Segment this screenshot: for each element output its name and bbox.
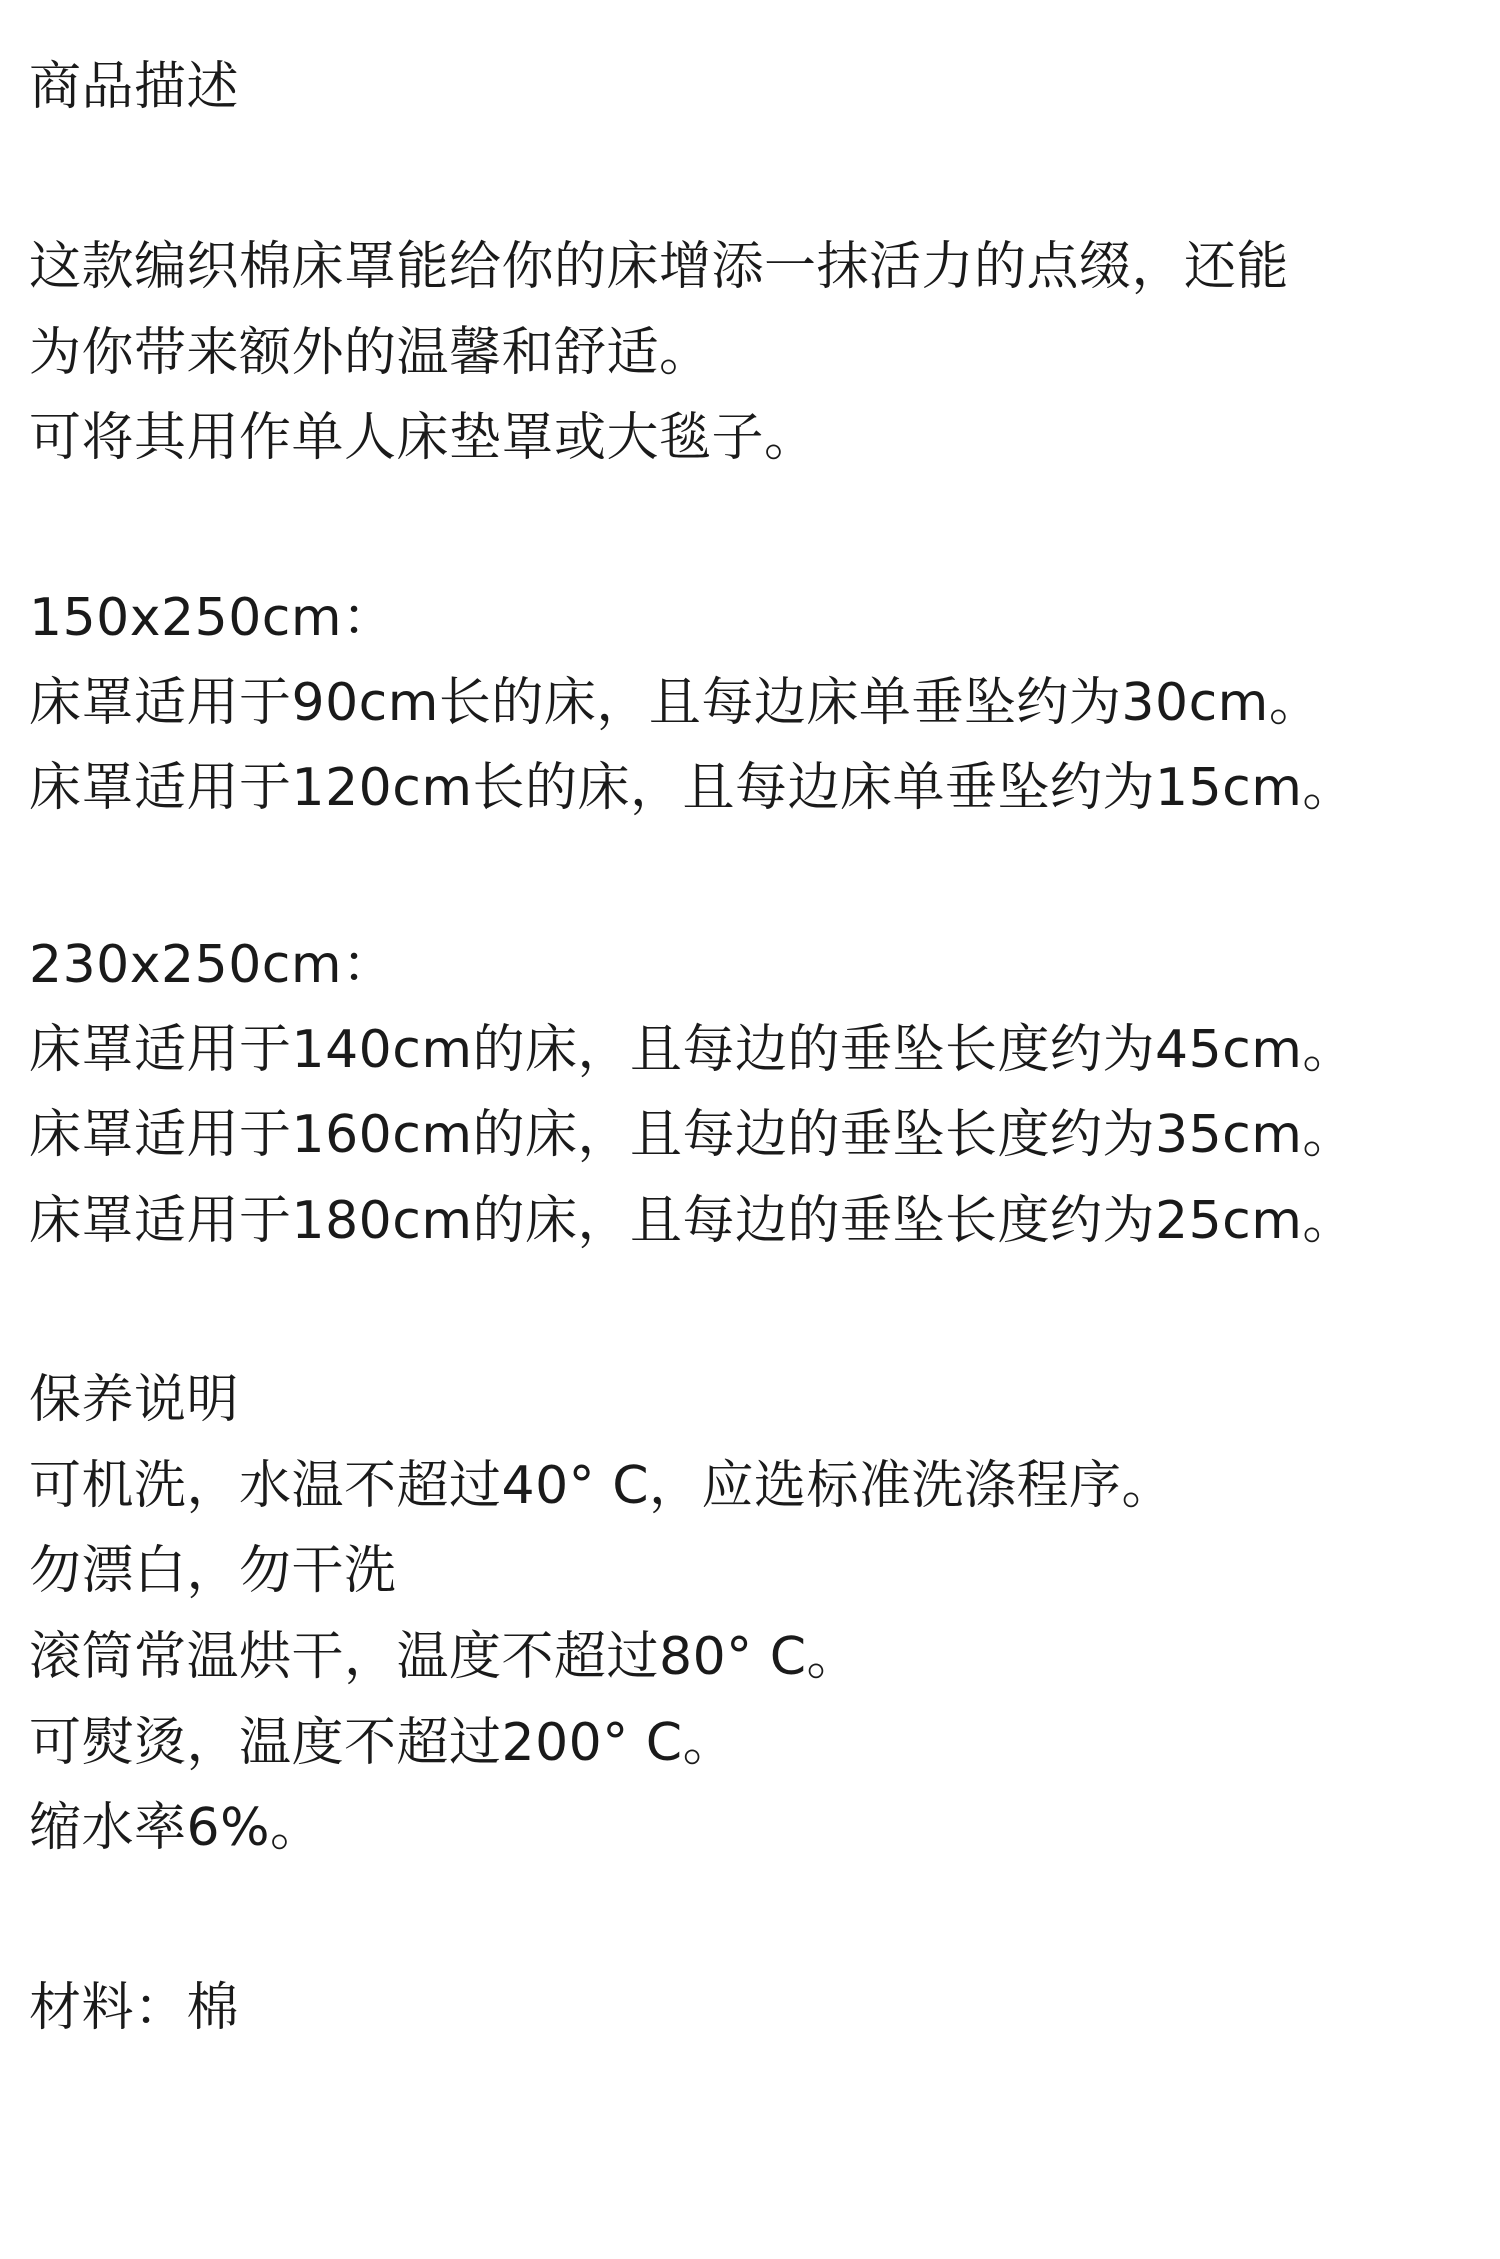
care-line-1: 可机洗，水温不超过40° C，应选标准洗涤程序。 bbox=[29, 1456, 1175, 1516]
size-230x250-line-3: 床罩适用于180cm的床，且每边的垂坠长度约为25cm。 bbox=[29, 1191, 1355, 1251]
care-line-4: 可熨烫，温度不超过200° C。 bbox=[29, 1713, 736, 1773]
size-150x250-heading: 150x250cm： bbox=[29, 588, 395, 648]
size-150x250-line-2: 床罩适用于120cm长的床，且每边床单垂坠约为15cm。 bbox=[29, 758, 1355, 818]
size-230x250-heading: 230x250cm： bbox=[29, 935, 395, 995]
size-230x250-line-2: 床罩适用于160cm的床，且每边的垂坠长度约为35cm。 bbox=[29, 1105, 1355, 1165]
description-line-1: 这款编织棉床罩能给你的床增添一抹活力的点缀，还能 bbox=[29, 237, 1290, 297]
description-line-2: 为你带来额外的温馨和舒适。 bbox=[29, 323, 712, 383]
care-line-3: 滚筒常温烘干，温度不超过80° C。 bbox=[29, 1627, 860, 1687]
size-230x250-line-1: 床罩适用于140cm的床，且每边的垂坠长度约为45cm。 bbox=[29, 1020, 1355, 1080]
care-line-2: 勿漂白，勿干洗 bbox=[29, 1541, 397, 1601]
description-heading: 商品描述 bbox=[29, 57, 240, 117]
description-line-3: 可将其用作单人床垫罩或大毯子。 bbox=[29, 408, 817, 468]
care-heading: 保养说明 bbox=[29, 1370, 240, 1430]
size-150x250-line-1: 床罩适用于90cm长的床，且每边床单垂坠约为30cm。 bbox=[29, 673, 1322, 733]
material-line: 材料：棉 bbox=[29, 1978, 240, 2038]
care-line-5: 缩水率6%。 bbox=[29, 1798, 323, 1858]
